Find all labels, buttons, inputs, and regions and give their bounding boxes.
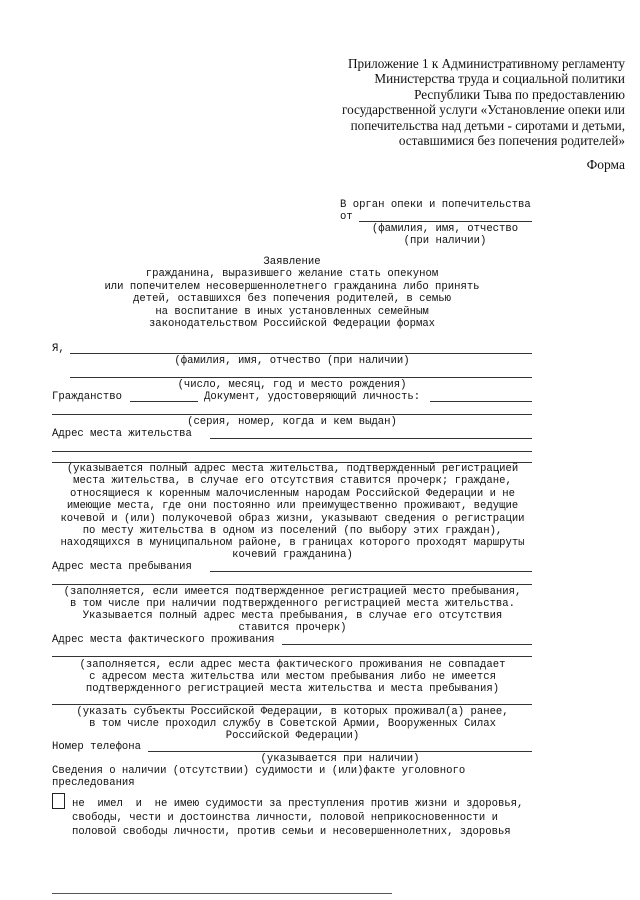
- criminal-record-heading: Сведения о наличии (отсутствии) судимости и (или)факте уголовного: [52, 765, 466, 777]
- phone-field[interactable]: [148, 751, 532, 752]
- phone-label: Номер телефона: [52, 741, 142, 753]
- document-label: Документ, удостоверяющий личность:: [204, 391, 421, 403]
- actual-residence-hint: с адресом места жительства или местом пребывания либо не имеется: [89, 671, 496, 683]
- actual-residence-field-2[interactable]: [52, 656, 532, 657]
- residence-hint: имеющие места, где они постоянно или преимущественно проживают, ведущие: [66, 500, 519, 512]
- document-title: Заявление: [263, 256, 321, 268]
- subjects-hint: Российской Федерации): [225, 730, 360, 742]
- birth-hint: (число, месяц, год и место рождения): [177, 379, 407, 391]
- residence-hint: относящиеся к коренным малочисленным народам Российской Федерации и не: [69, 488, 515, 500]
- subjects-hint: в том числе проходил службу в Советской Армии, Вооруженных Силах: [89, 718, 496, 730]
- residence-hint: кочевой и (или) полукочевой образ жизни, указывают сведения о регистрации: [60, 513, 525, 525]
- appendix-header: [295, 56, 625, 148]
- residence-hint: места жительства, в случае его отсутствия ставится прочерк; граждане,: [73, 475, 512, 487]
- addressee-from-label: от: [340, 211, 353, 223]
- title-line: законодательством Российской Федерации формах: [148, 318, 436, 330]
- residence-hint: (указывается полный адрес места жительства, подтвержденный регистрацией: [66, 463, 519, 475]
- i-label: Я,: [52, 343, 65, 355]
- footnote-separator: [52, 893, 392, 894]
- actual-residence-hint: (заполняется, если адрес места фактического проживания не совпадает: [79, 659, 506, 671]
- appendix-line: попечительства над детьми - сиротами и детьми,: [350, 117, 625, 133]
- subjects-field[interactable]: [52, 704, 532, 705]
- actual-residence-hint: подтвержденного регистрацией места жительства и места пребывания): [85, 683, 500, 695]
- stay-hint: ставится прочерк): [238, 622, 347, 634]
- fio-field[interactable]: [70, 353, 532, 354]
- residence-hint: находящихся в муниципальном районе, в границах которого проходят маршруты: [60, 537, 525, 549]
- appendix-line: Министерства труда и социальной политики: [374, 71, 625, 87]
- addressee-hint: (при наличии): [403, 235, 487, 247]
- residence-hint: по месту жительства в одном из поселений (по выбору этих граждан),: [82, 525, 503, 537]
- stay-hint: (заполняется, если имеется подтвержденное регистрацией место пребывания,: [63, 586, 522, 598]
- title-line: или попечителем несовершеннолетнего гражданина либо принять: [104, 281, 480, 293]
- citizenship-field[interactable]: [130, 401, 198, 402]
- option-text: половой свободы личности, против семьи и несовершеннолетних, здоровья: [72, 826, 511, 838]
- addressee-line: В орган опеки и попечительства: [340, 199, 531, 211]
- document-field-2[interactable]: [52, 414, 532, 415]
- title-line: детей, оставшихся без попечения родителей, в семью: [133, 293, 451, 305]
- option-text: не имел и не имею судимости за преступления против жизни и здоровья,: [72, 798, 524, 810]
- fio-hint: (фамилия, имя, отчество (при наличии): [174, 355, 410, 367]
- option-text: свободы, чести и достоинства личности, половой неприкосновенности и: [72, 812, 498, 824]
- title-line: гражданина, выразившего желание стать опекуном: [145, 268, 439, 280]
- document-field[interactable]: [430, 401, 532, 402]
- residence-hint: кочевий гражданина): [232, 549, 353, 561]
- stay-field-2[interactable]: [52, 584, 532, 585]
- actual-residence-field[interactable]: [282, 644, 532, 645]
- appendix-line: Республики Тыва по предоставлению: [414, 86, 625, 102]
- criminal-record-heading: преследования: [52, 777, 135, 789]
- birth-field[interactable]: [70, 377, 532, 378]
- form-label: Форма: [586, 157, 625, 172]
- appendix-line: государственной услуги «Установление опеки или: [341, 102, 625, 118]
- document-hint: (серия, номер, когда и кем выдан): [187, 416, 397, 428]
- actual-residence-label: Адрес места фактического проживания: [52, 634, 275, 646]
- stay-label: Адрес места пребывания: [52, 561, 192, 573]
- stay-hint: Указывается полный адрес места пребывания, в случае его отсутствия: [82, 610, 503, 622]
- title-line: на воспитание в иных установленных семейным: [155, 306, 429, 318]
- citizenship-label: Гражданство: [52, 391, 122, 403]
- residence-label: Адрес места жительства: [52, 428, 192, 440]
- subjects-hint: (указать субъекты Российской Федерации, в которых проживал(а) ранее,: [76, 706, 509, 718]
- appendix-line: оставшимися без попечения родителей»: [398, 133, 625, 149]
- stay-hint: в том числе при наличии подтвержденного регистрацией места жительства.: [69, 598, 515, 610]
- no-criminal-record-checkbox[interactable]: [52, 793, 65, 809]
- appendix-line: Приложение 1 к Административному регламенту: [347, 56, 625, 71]
- residence-field-2[interactable]: [52, 451, 532, 452]
- addressee-from-field[interactable]: [359, 221, 532, 222]
- stay-field[interactable]: [210, 571, 532, 572]
- addressee-hint: (фамилия, имя, отчество: [371, 223, 519, 235]
- phone-hint: (указывается при наличии): [260, 753, 420, 765]
- residence-field[interactable]: [210, 438, 532, 439]
